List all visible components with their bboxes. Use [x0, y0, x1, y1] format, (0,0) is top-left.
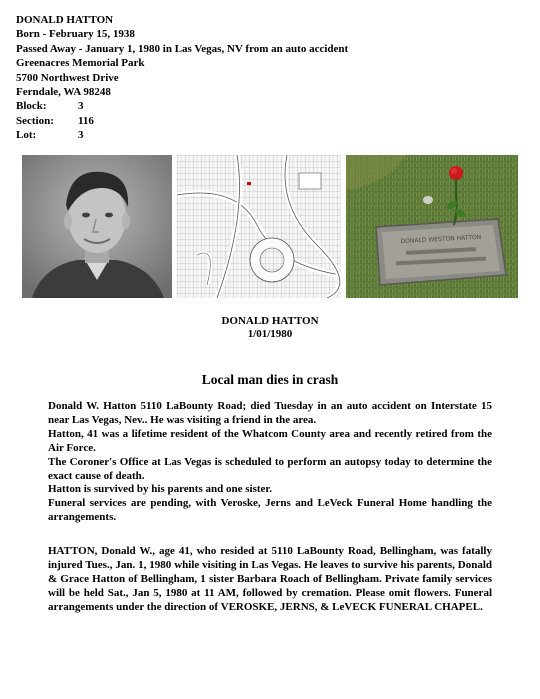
block-value: 3: [78, 100, 84, 113]
lot-value: 3: [78, 129, 84, 142]
obituary-text: HATTON, Donald W., age 41, who resided at 5110 LaBounty Road, Bellingham, was fatally injured Tues., Jan. 1, 1980 while visiting in Las Vegas. He leaves to survive his parents, Donald & Grace Hatton of Bellingham, 1 sister Barbara Roach of Bellingham. Private family services will be held Sat., Jan 5, 1980 at 11 AM, followed by cremation. Please omit flowers. Funeral arrangements under the direction of VEROSKE, JERNS, & LeVECK FUNERAL CHAPEL.: [48, 545, 492, 613]
caption-name: DONALD HATTON: [221, 315, 319, 327]
section-value: 116: [78, 114, 94, 127]
birth-date: Born - February 15, 1938: [16, 28, 135, 41]
obituary-notice: [48, 545, 492, 615]
cemetery-city: Ferndale, WA 98248: [16, 86, 111, 99]
article-paragraph: Donald W. Hatton 5110 LaBounty Road; died Tuesday in an auto accident on Interstate 15 near Las Vegas, Nev.. He was visiting a friend in the area.: [48, 400, 492, 426]
block-row: [16, 99, 348, 113]
caption-date: 1/01/1980: [247, 328, 293, 340]
section-row: [16, 114, 348, 128]
cemetery-street: 5700 Northwest Drive: [16, 71, 119, 84]
header-info: [16, 13, 348, 143]
cemetery-name: Greenacres Memorial Park: [16, 57, 145, 70]
decedent-name: DONALD HATTON: [16, 14, 114, 26]
lot-row: [16, 128, 348, 142]
article-paragraph: Hatton, 41 was a lifetime resident of the Whatcom County area and recently retired from the Air Force.: [48, 427, 492, 454]
grave-marker-photo: [346, 155, 518, 298]
plaque-text: DONALD WESTON HATTON: [400, 233, 482, 246]
map-image: [177, 155, 341, 298]
lot-label: Lot:: [16, 129, 37, 142]
plot-marker-icon: [247, 182, 251, 185]
portrait-image: [22, 155, 172, 298]
cemetery-map: [177, 155, 341, 298]
article-paragraph: Hatton is survived by his parents and one sister.: [48, 483, 273, 496]
block-label: Block:: [16, 100, 47, 113]
portrait-photo: [22, 155, 172, 298]
section-label: Section:: [16, 114, 54, 127]
photo-strip: [22, 155, 518, 298]
article-headline: Local man dies in crash: [201, 372, 339, 387]
article-paragraph: The Coroner's Office at Las Vegas is scheduled to perform an autopsy today to determine the exact cause of death.: [48, 455, 492, 482]
grave-image: [346, 155, 518, 298]
article-body: [48, 400, 492, 525]
death-info: Passed Away - January 1, 1980 in Las Vegas, NV from an auto accident: [16, 42, 349, 55]
article-paragraph: Funeral services are pending, with Veroske, Jerns and LeVeck Funeral Home handling the arrangements.: [48, 497, 492, 524]
